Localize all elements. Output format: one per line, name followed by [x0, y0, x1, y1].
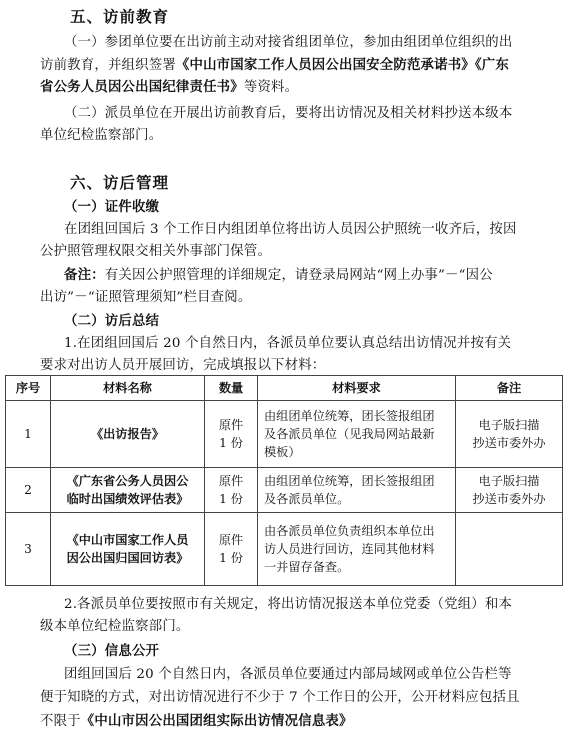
remark	[456, 513, 563, 586]
text-run: 不限于	[40, 714, 81, 729]
material-name	[51, 401, 205, 468]
name-line: 临时出国绩效评估表》	[66, 492, 189, 506]
quantity	[205, 401, 258, 468]
name-line: 《出访报告》	[90, 427, 165, 441]
requirement	[258, 513, 456, 586]
subsection-2-line-1: 1.在团组回国后 20 个自然日内，各派员单位要认真总结出访情况并按有关	[64, 336, 512, 351]
req-line: 由组团单位统筹，团长签报组团	[264, 474, 435, 488]
qty-line: 1 份	[219, 551, 243, 565]
req-line: 由各派员单位负责组织本单位出	[264, 524, 435, 538]
quantity	[205, 513, 258, 586]
passport-note-line-1	[64, 265, 493, 286]
subsection-1-title: （一）证件收缴	[64, 199, 160, 215]
table-row	[6, 468, 563, 513]
name-line: 《中山市国家工作人员	[66, 533, 189, 547]
text-run: 访前教育，并组织签署	[40, 58, 176, 73]
note-line: 电子版扫描	[478, 474, 540, 488]
req-line: 及各派员单位。	[264, 492, 350, 506]
materials-table	[5, 375, 563, 586]
header-requirement: 材料要求	[258, 376, 456, 401]
material-name	[51, 513, 205, 586]
subsection-3-title: （三）信息公开	[64, 643, 160, 659]
passport-note-line-2: 出访”－“证照管理须知”栏目查阅。	[40, 290, 252, 305]
header-remark: 备注	[456, 376, 563, 401]
requirement	[258, 468, 456, 513]
qty-line: 1 份	[219, 436, 243, 450]
section-5-para-2-line-2: 单位纪检监察部门。	[40, 128, 163, 143]
req-line: 及各派员单位（见我局网站最新	[264, 427, 435, 441]
subsection-1-line-1: 在团组回国后 3 个工作日内组团单位将出访人员因公护照统一收齐后，按因	[64, 222, 517, 237]
section-5-title: 五、访前教育	[70, 8, 170, 26]
after-table-line-2: 级本单位纪检监察部门。	[40, 619, 190, 634]
header-quantity: 数量	[205, 376, 258, 401]
table-header-row	[6, 376, 563, 401]
req-line: 访人员进行回访，连同其他材料	[264, 542, 435, 556]
row-no: 3	[6, 513, 51, 586]
text-run: 等资料。	[243, 80, 299, 95]
qty-line: 原件	[218, 533, 244, 547]
note-line: 抄送市委外办	[472, 492, 546, 506]
text-run: 有关因公护照管理的详细规定，请登录局网站“网上办事”－“因公	[104, 268, 493, 283]
pledge-document-titles: 《中山市国家工作人员因公出国安全防范承诺书》《广东	[175, 57, 509, 73]
after-table-line-1: 2.各派员单位要按照市有关规定，将出访情况报送本单位党委（党组）和本	[64, 597, 513, 612]
qty-line: 1 份	[219, 492, 243, 506]
remark	[456, 468, 563, 513]
subsection-1-line-2: 公护照管理权限交相关外事部门保管。	[40, 244, 272, 259]
subsection-3-line-2: 便于知晓的方式，对出访情况进行不少于 7 个工作日的公开，公开材料应包括且	[40, 690, 520, 705]
quantity	[205, 468, 258, 513]
qty-line: 原件	[218, 418, 244, 432]
discipline-document-title: 省公务人员因公出国纪律责任书》	[40, 79, 244, 95]
subsection-2-line-2: 要求对出访人员开展回访，完成填报以下材料：	[40, 358, 326, 373]
remark	[456, 401, 563, 468]
qty-line: 原件	[218, 474, 244, 488]
req-line: 模板）	[264, 445, 301, 459]
name-line: 《广东省公务人员因公	[66, 474, 189, 488]
section-5-para-1-line-2	[40, 55, 509, 76]
subsection-2-title: （二）访后总结	[64, 313, 160, 329]
section-5-para-2-line-1: （二）派员单位在开展出访前教育后，要将出访情况及相关材料抄送本级本	[64, 106, 513, 121]
req-line: 一并留存备查。	[264, 560, 350, 574]
subsection-3-line-1: 团组回国后 20 个自然日内，各派员单位要通过内部局域网或单位公告栏等	[64, 667, 512, 682]
name-line: 因公出国归国回访表》	[66, 551, 189, 565]
row-no: 1	[6, 401, 51, 468]
row-no: 2	[6, 468, 51, 513]
requirement	[258, 401, 456, 468]
section-5-para-1-line-1: （一）参团单位要在出访前主动对接省组团单位，参加由组团单位组织的出	[64, 35, 513, 50]
note-line: 电子版扫描	[478, 418, 540, 432]
info-table-title: 《中山市因公出国团组实际出访情况信息表》	[80, 713, 353, 729]
note-label: 备注：	[64, 267, 105, 283]
table-row	[6, 513, 563, 586]
header-material-name: 材料名称	[51, 376, 205, 401]
subsection-3-line-3	[40, 711, 353, 732]
req-line: 由组团单位统筹，团长签报组团	[264, 409, 435, 423]
material-name	[51, 468, 205, 513]
section-5-para-1-line-3	[40, 77, 298, 98]
header-no: 序号	[6, 376, 51, 401]
note-line: 抄送市委外办	[472, 436, 546, 450]
table-row	[6, 401, 563, 468]
section-6-title: 六、访后管理	[70, 174, 170, 192]
